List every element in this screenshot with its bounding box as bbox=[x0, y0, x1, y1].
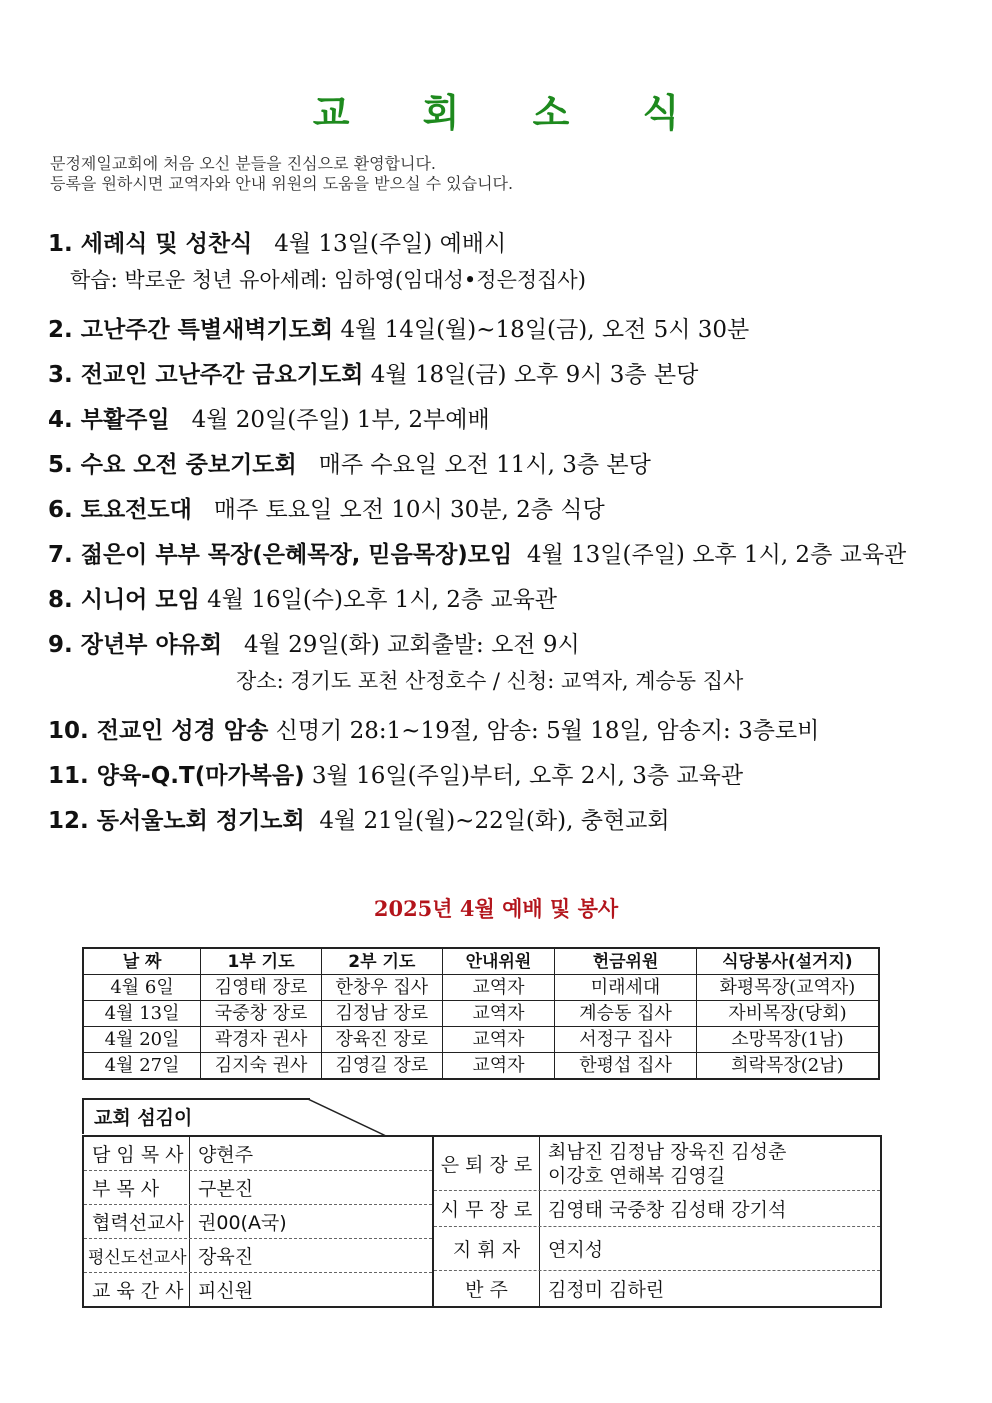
staff-row bbox=[84, 1239, 432, 1273]
notice-subline: 장소: 경기도 포천 산정호수 / 신청: 교역자, 계승동 집사 bbox=[236, 669, 744, 693]
table-cell: 한평섭 집사 bbox=[555, 1053, 697, 1080]
table-cell: 교역자 bbox=[442, 975, 555, 1001]
notice-item bbox=[48, 578, 948, 623]
table-cell: 희락목장(2남) bbox=[696, 1053, 879, 1080]
table-cell: 김영길 장로 bbox=[321, 1053, 442, 1080]
notice-detail: 매주 토요일 오전 10시 30분, 2층 식당 bbox=[213, 497, 605, 523]
notice-heading: 4. 부활주일 bbox=[48, 407, 170, 433]
staff-value: 권00(A국) bbox=[198, 1212, 287, 1234]
staff-value: 피신원 bbox=[198, 1280, 254, 1302]
notice-item bbox=[48, 709, 948, 754]
staff-value: 구본진 bbox=[198, 1178, 254, 1200]
tab-slant-line bbox=[308, 1098, 388, 1138]
notice-detail: 4월 13일(주일) 오후 1시, 2층 교육관 bbox=[526, 542, 907, 568]
welcome-text bbox=[50, 154, 513, 194]
staff-row bbox=[84, 1205, 432, 1239]
notice-heading: 11. 양육-Q.T(마가복음) bbox=[48, 763, 305, 789]
staff-label: 은 퇴 장 로 bbox=[434, 1137, 540, 1190]
notice-item bbox=[48, 623, 948, 668]
staff-row bbox=[84, 1137, 432, 1171]
notice-detail: 매주 수요일 오전 11시, 3층 본당 bbox=[318, 452, 651, 478]
notice-heading: 8. 시니어 모임 bbox=[48, 587, 200, 613]
staff-value: 연지성 bbox=[548, 1239, 604, 1261]
staff-value-line: 이강호 연해복 김영길 bbox=[548, 1164, 726, 1187]
notice-heading: 3. 전교인 고난주간 금요기도회 bbox=[48, 362, 364, 388]
notice-detail: 3월 16일(주일)부터, 오후 2시, 3층 교육관 bbox=[311, 763, 744, 789]
staff-label: 교 육 간 사 bbox=[84, 1273, 190, 1306]
table-cell: 서정구 집사 bbox=[555, 1027, 697, 1053]
notice-item bbox=[48, 308, 948, 353]
table-cell: 자비목장(당회) bbox=[696, 1001, 879, 1027]
table-cell: 화평목장(교역자) bbox=[696, 975, 879, 1001]
notice-item bbox=[48, 754, 948, 799]
column-header: 식당봉사(설거지) bbox=[696, 948, 879, 975]
schedule-title: 2025년 4월 예배 및 봉사 bbox=[373, 896, 619, 921]
staff-value-line: 최남진 김정남 장육진 김성춘 bbox=[548, 1140, 787, 1163]
column-header: 2부 기도 bbox=[321, 948, 442, 975]
table-cell: 한창우 집사 bbox=[321, 975, 442, 1001]
staff-row bbox=[434, 1271, 880, 1306]
notice-item bbox=[48, 533, 948, 578]
staff-value: 김정미 김하린 bbox=[548, 1279, 665, 1301]
table-cell: 김지숙 권사 bbox=[201, 1053, 322, 1080]
staff-value: 장육진 bbox=[198, 1246, 254, 1268]
table-cell: 미래세대 bbox=[555, 975, 697, 1001]
table-row bbox=[83, 1001, 879, 1027]
table-cell: 4월 27일 bbox=[83, 1053, 201, 1080]
notice-detail: 4월 18일(금) 오후 9시 3층 본당 bbox=[370, 362, 699, 388]
staff-label: 평신도선교사 bbox=[84, 1239, 190, 1272]
notice-item bbox=[48, 353, 948, 398]
staff-label: 시 무 장 로 bbox=[434, 1191, 540, 1226]
staff-value: 김영태 국중창 김성태 강기석 bbox=[548, 1199, 787, 1221]
table-cell: 김영태 장로 bbox=[201, 975, 322, 1001]
column-header: 안내위원 bbox=[442, 948, 555, 975]
notice-detail: 4월 20일(주일) 1부, 2부예배 bbox=[191, 407, 490, 433]
schedule-table bbox=[82, 947, 880, 1080]
notice-item bbox=[48, 488, 948, 533]
notice-detail: 4월 29일(화) 교회출발: 오전 9시 bbox=[244, 632, 580, 658]
table-row bbox=[83, 975, 879, 1001]
table-cell: 소망목장(1남) bbox=[696, 1027, 879, 1053]
staff-row bbox=[84, 1171, 432, 1205]
notice-detail: 4월 21일(월)~22일(화), 충현교회 bbox=[319, 808, 670, 834]
notice-heading: 10. 전교인 성경 암송 bbox=[48, 718, 269, 744]
table-cell: 교역자 bbox=[442, 1053, 555, 1080]
notice-heading: 2. 고난주간 특별새벽기도회 bbox=[48, 317, 334, 343]
notice-heading: 7. 젊은이 부부 목장(은혜목장, 믿음목장)모임 bbox=[48, 542, 513, 568]
column-header: 헌금위원 bbox=[555, 948, 697, 975]
table-header-row bbox=[83, 948, 879, 975]
table-cell: 김정남 장로 bbox=[321, 1001, 442, 1027]
column-header: 날 짜 bbox=[83, 948, 201, 975]
notice-detail: 4월 16일(수)오후 1시, 2층 교육관 bbox=[207, 587, 558, 613]
staff-row bbox=[434, 1227, 880, 1271]
staff-label: 반 주 bbox=[434, 1271, 540, 1306]
notice-detail: 신명기 28:1~19절, 암송: 5월 18일, 암송지: 3층로비 bbox=[275, 718, 820, 744]
table-cell: 교역자 bbox=[442, 1027, 555, 1053]
table-cell: 4월 20일 bbox=[83, 1027, 201, 1053]
notice-item bbox=[48, 222, 948, 267]
staff-row bbox=[434, 1191, 880, 1227]
table-cell: 교역자 bbox=[442, 1001, 555, 1027]
staff-title: 교회 섬김이 bbox=[82, 1098, 310, 1134]
notice-item bbox=[48, 443, 948, 488]
notice-subline: 학습: 박로운 청년 유아세례: 임하영(임대성•정은정집사) bbox=[70, 268, 586, 292]
column-header: 1부 기도 bbox=[201, 948, 322, 975]
notice-heading: 5. 수요 오전 중보기도회 bbox=[48, 452, 297, 478]
table-cell: 계승동 집사 bbox=[555, 1001, 697, 1027]
page-title: 교 회 소 식 bbox=[312, 91, 710, 135]
notice-item bbox=[48, 398, 948, 443]
staff-label: 협력선교사 bbox=[84, 1205, 190, 1238]
notice-heading: 12. 동서울노회 정기노회 bbox=[48, 808, 305, 834]
table-row bbox=[83, 1053, 879, 1080]
table-cell: 장육진 장로 bbox=[321, 1027, 442, 1053]
notice-item bbox=[48, 799, 948, 844]
staff-label: 부 목 사 bbox=[84, 1171, 190, 1204]
table-row bbox=[83, 1027, 879, 1053]
staff-box bbox=[82, 1135, 882, 1308]
staff-left-column bbox=[84, 1137, 434, 1306]
notice-list bbox=[48, 222, 948, 844]
table-cell: 곽경자 권사 bbox=[201, 1027, 322, 1053]
notice-detail: 4월 13일(주일) 예배시 bbox=[274, 231, 507, 257]
staff-row bbox=[84, 1273, 432, 1306]
staff-row bbox=[434, 1137, 880, 1191]
notice-detail: 4월 14일(월)~18일(금), 오전 5시 30분 bbox=[340, 317, 750, 343]
staff-section bbox=[82, 1098, 882, 1308]
staff-label: 지 휘 자 bbox=[434, 1227, 540, 1270]
table-cell: 국중창 장로 bbox=[201, 1001, 322, 1027]
welcome-line-1: 문정제일교회에 처음 오신 분들을 진심으로 환영합니다. bbox=[50, 154, 437, 173]
notice-heading: 6. 토요전도대 bbox=[48, 497, 192, 523]
table-cell: 4월 13일 bbox=[83, 1001, 201, 1027]
notice-heading: 9. 장년부 야유회 bbox=[48, 632, 223, 658]
welcome-line-2: 등록을 원하시면 교역자와 안내 위원의 도움을 받으실 수 있습니다. bbox=[50, 174, 514, 193]
staff-label: 담 임 목 사 bbox=[84, 1137, 190, 1170]
staff-value bbox=[540, 1137, 880, 1190]
table-cell: 4월 6일 bbox=[83, 975, 201, 1001]
staff-value: 양현주 bbox=[198, 1144, 254, 1166]
notice-heading: 1. 세례식 및 성찬식 bbox=[48, 231, 253, 257]
